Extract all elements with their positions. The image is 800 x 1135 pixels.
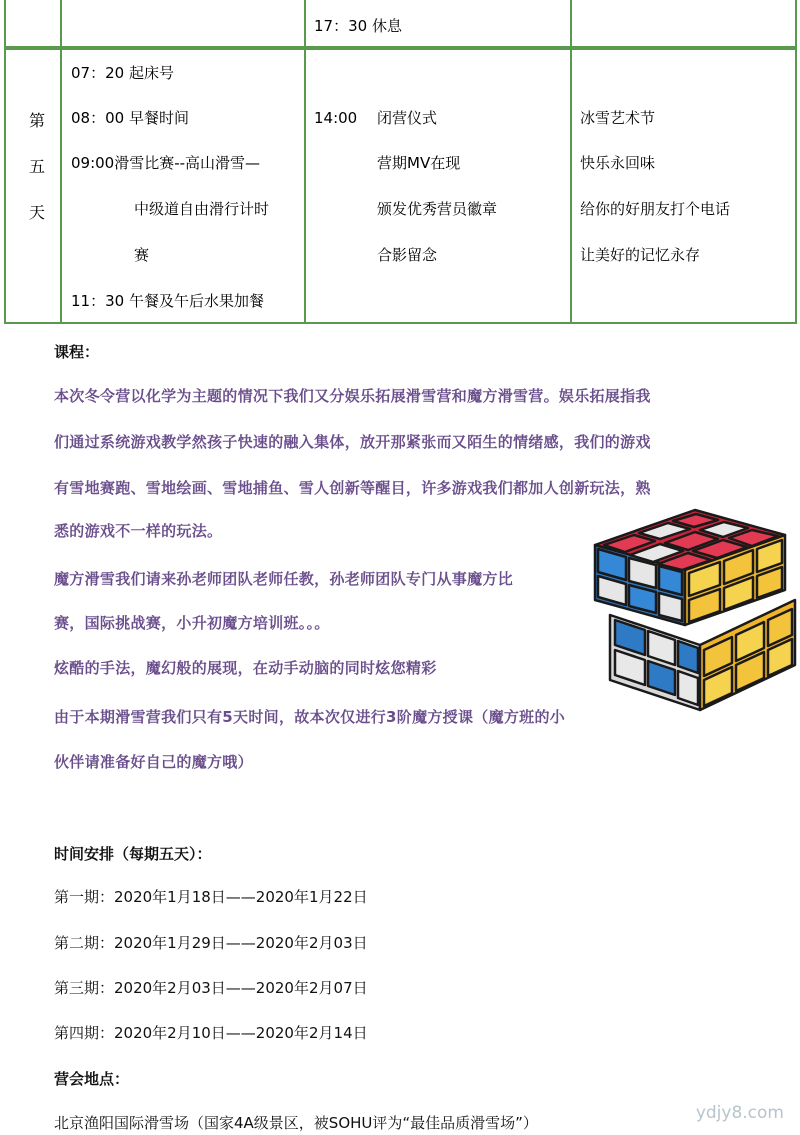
- day-label-2: 五: [29, 157, 46, 176]
- course-line: 伙伴请准备好自己的魔方哦）: [54, 753, 253, 771]
- morning-line: 赛: [134, 246, 150, 264]
- period-line: 第二期：2020年1月29日——2020年2月03日: [54, 934, 368, 952]
- period-line: 第四期：2020年2月10日——2020年2月14日: [54, 1024, 368, 1042]
- afternoon-line: 14:00 闭营仪式: [314, 109, 437, 127]
- course-line: 悉的游戏不一样的玩法。: [54, 522, 223, 540]
- course-line: 魔方滑雪我们请来孙老师团队老师任教，孙老师团队专门从事魔方比: [54, 570, 514, 588]
- top-row-afternoon: 17：30 休息: [314, 17, 402, 35]
- venue-heading: 营会地点：: [54, 1070, 130, 1088]
- afternoon-line: 营期MV在现: [377, 154, 461, 172]
- morning-line: 中级道自由滑行计时: [134, 200, 270, 218]
- morning-line: 07：20 起床号: [71, 64, 174, 82]
- day-label-1: 第: [29, 111, 46, 130]
- morning-line: 09:00滑雪比赛--高山滑雪—: [71, 154, 261, 172]
- afternoon-line: 合影留念: [377, 246, 438, 264]
- evening-line: 让美好的记忆永存: [580, 246, 701, 264]
- rubiks-cube-illustration: [590, 505, 800, 720]
- course-line: 炫酷的手法，魔幻般的展现，在动手动脑的同时炫您精彩: [54, 659, 437, 677]
- afternoon-line: 颁发优秀营员徽章: [377, 200, 498, 218]
- schedule-row-day5: [4, 48, 797, 324]
- morning-line: 11：30 午餐及午后水果加餐: [71, 292, 264, 310]
- course-line: 们通过系统游戏教学然孩子快速的融入集体，放开那紧张而又陌生的情绪感，我们的游戏: [54, 433, 651, 451]
- schedule-table: [4, 0, 797, 322]
- period-line: 第三期：2020年2月03日——2020年2月07日: [54, 979, 368, 997]
- watermark: ydjy8.com: [695, 1103, 784, 1123]
- morning-line: 08：00 早餐时间: [71, 109, 189, 127]
- period-line: 第一期：2020年1月18日——2020年1月22日: [54, 888, 368, 906]
- evening-line: 快乐永回味: [580, 154, 656, 172]
- course-line: 本次冬令营以化学为主题的情况下我们又分娱乐拓展滑雪营和魔方滑雪营。娱乐拓展指我: [54, 387, 651, 405]
- venue-text: 北京渔阳国际滑雪场（国家4A级景区，被SOHU评为“最佳品质滑雪场”）: [54, 1114, 538, 1132]
- course-line: 由于本期滑雪营我们只有5天时间，故本次仅进行3阶魔方授课（魔方班的小: [54, 708, 566, 726]
- evening-line: 冰雪艺术节: [580, 109, 656, 127]
- course-heading: 课程：: [54, 343, 100, 361]
- timing-heading: 时间安排（每期五天）：: [54, 845, 212, 863]
- evening-line: 给你的好朋友打个电话: [580, 200, 731, 218]
- course-line: 赛，国际挑战赛，小升初魔方培训班。。。: [54, 614, 330, 632]
- course-line: 有雪地赛跑、雪地绘画、雪地捕鱼、雪人创新等醒目，许多游戏我们都加人创新玩法，熟: [54, 479, 651, 497]
- day-label-3: 天: [29, 203, 46, 222]
